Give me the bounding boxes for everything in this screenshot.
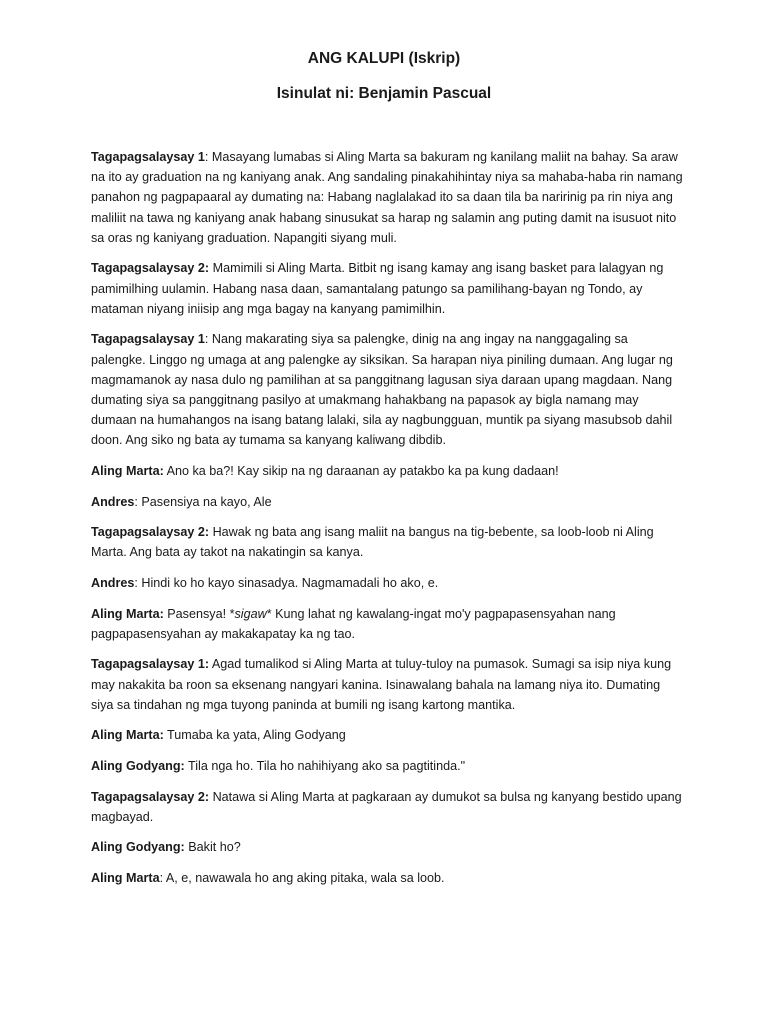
speaker-name: Aling Marta: <box>91 728 164 743</box>
script-paragraph <box>91 787 683 827</box>
dialogue-text: Tila nga ho. Tila ho nahihiyang ako sa pagtitinda." <box>184 758 466 773</box>
speaker-separator: : <box>204 150 209 164</box>
speaker-separator: : <box>134 494 138 509</box>
dialogue-text: Pasensya! * <box>163 606 235 621</box>
dialogue-text: Mamimili si Aling Marta. Bitbit ng isang kamay ang isang basket para lalagyan ng pamimilhing uulamin. Habang nasa daan, samantalang patungo sa pamilihang-bayan ng Tondo, ay mataman niyang iniisip ang mga bagay na kanyang pamimilhin. <box>91 261 664 316</box>
document-title: ANG KALUPI (Iskrip) <box>307 50 461 67</box>
dialogue-text: * Kung lahat ng kawalang-ingat mo'y pagpapasensyahan nang pagpapasensyahan ay makakapatay ka ng tao. <box>91 606 616 641</box>
script-paragraph <box>91 522 683 562</box>
script-paragraph <box>91 868 683 888</box>
speaker-name: Aling Marta: <box>91 606 164 621</box>
dialogue-text: Hindi ko ho kayo sinasadya. Nagmamadali ho ako, e. <box>137 576 439 590</box>
speaker-name: Aling Godyang: <box>91 840 185 855</box>
speaker-name: Aling Godyang: <box>91 758 185 773</box>
speaker-name: Tagapagsalaysay 1 <box>91 150 205 164</box>
script-paragraph <box>91 725 683 745</box>
speaker-name: Tagapagsalaysay 1 <box>91 332 205 347</box>
dialogue-text: Nang makarating siya sa palengke, dinig na ang ingay na nanggagaling sa palengke. Linggo ng umaga at ang palengke ay siksikan. Sa harapan niya piniling dumaan. Ang lugar ng magmamanok ay nasa dulo ng pamilihan at sa panggitnang lagusan siya daraan upang magdaan. Nang dumating siya sa panggitnang pasilyo at umakmang hahakbang na papasok ay bigla namang may dumaan na humahangos na isang batang lalaki, sila ay nagbungguan, muntik pa siyang masubsob dahil doon. Ang siko ng bata ay tumama sa kanyang kaliwang dibdib. <box>91 332 673 448</box>
speaker-name: Andres <box>91 494 135 509</box>
script-paragraph <box>91 837 683 857</box>
dialogue-text: Hawak ng bata ang isang maliit na bangus na tig-bebente, sa loob-loob ni Aling Marta. Ang bata ay takot na nakatingin sa kanya. <box>91 525 654 560</box>
script-paragraph <box>91 756 683 776</box>
speaker-separator: : <box>159 870 164 885</box>
dialogue-text: Ano ka ba?! Kay sikip na ng daraanan ay patakbo ka pa kung dadaan! <box>163 464 559 479</box>
speaker-name: Tagapagsalaysay 2: <box>91 261 210 276</box>
dialogue-text: Natawa si Aling Marta at pagkaraan ay dumukot sa bulsa ng kanyang bestido upang magbayad. <box>91 789 682 824</box>
dialogue-text: Masayang lumabas si Aling Marta sa bakuram ng kanilang maliit na bahay. Sa araw na ito ay graduation na ng kaniyang anak. Ang sandaling pinakahihintay niya sa mahaba-haba rin namang panahon ng pagpapaaral ay dumating na: Habang naglalakad ito sa daan tila ba naririnig pa rin niya ang maliliit na tawa ng kaniyang anak habang sinusukat sa harap ng salamin ang puting damit na isusuot nito sa oras ng kaniyang graduation. Napangiti siyang muli. <box>91 150 683 245</box>
dialogue-text: Agad tumalikod si Aling Marta at tuluy-tuloy na pumasok. Sumagi sa isip niya kung may nakakita ba roon sa eksenang nangyari kanina. Isinawalang bahala na lamang niya ito. Dumating siya sa tindahan ng mga tuyong paninda at bumili ng isang kartong mantika. <box>91 657 672 712</box>
dialogue-text: Bakit ho? <box>184 840 241 855</box>
speaker-name: Aling Marta <box>91 870 160 885</box>
script-paragraph <box>91 329 683 450</box>
stage-direction: sigaw <box>234 606 267 621</box>
dialogue-text: A, e, nawawala ho ang aking pitaka, wala sa loob. <box>163 870 445 885</box>
speaker-name: Tagapagsalaysay 1: <box>91 657 210 672</box>
speaker-separator: : <box>134 576 138 590</box>
speaker-name: Tagapagsalaysay 2: <box>91 789 210 804</box>
speaker-separator: : <box>204 332 209 347</box>
speaker-name: Andres <box>91 576 135 590</box>
script-paragraph <box>91 573 683 593</box>
script-paragraph <box>91 604 683 644</box>
script-paragraph <box>91 461 683 481</box>
script-paragraph <box>91 654 683 715</box>
script-paragraph <box>91 258 683 319</box>
script-paragraph <box>91 147 683 248</box>
dialogue-text: Tumaba ka yata, Aling Godyang <box>163 728 346 743</box>
script-paragraph <box>91 492 683 512</box>
author-line: Isinulat ni: Benjamin Pascual <box>276 85 492 102</box>
dialogue-text: Pasensiya na kayo, Ale <box>137 494 272 509</box>
speaker-name: Tagapagsalaysay 2: <box>91 525 210 540</box>
speaker-name: Aling Marta: <box>91 464 164 479</box>
script-body <box>91 147 683 899</box>
